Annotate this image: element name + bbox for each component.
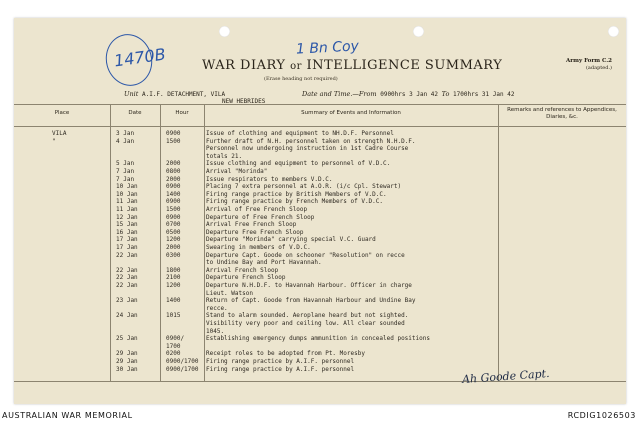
cell-summary: Departure "Morinda" carrying special V.C. Guard: [206, 236, 376, 244]
diary-table: [14, 104, 626, 382]
cell-summary: Placing 7 extra personnel at A.O.R. (i/c Cpl. Stewart): [206, 183, 402, 191]
cell-hour: 0300: [166, 251, 181, 259]
cell-date: 22 Jan: [116, 251, 138, 259]
cell-summary: Swearing in members of V.D.C.: [206, 244, 311, 251]
header-hour: Hour: [175, 110, 189, 116]
cell-summary: Issue of clothing and equipment to NH.D.F. Personnel: [206, 130, 394, 137]
cell-date: 23 Jan: [116, 297, 138, 305]
header-remarks: Remarks and references to Appendices, Diaries, &c.: [507, 107, 617, 120]
cell-hour: 1500: [166, 137, 181, 145]
header-place: Place: [54, 110, 70, 116]
cell-date: 11 Jan: [116, 198, 138, 206]
cell-hour: 0900: [166, 213, 181, 221]
cell-summary: 1045.: [206, 327, 225, 335]
cell-hour: 0500: [166, 228, 181, 236]
cell-hour: 1015: [166, 312, 181, 320]
cell-summary: Lieut. Watson: [206, 289, 253, 297]
cell-summary: Departure N.H.D.F. to Havannah Harbour. Officer in charge: [206, 282, 412, 289]
header-date: Date: [128, 110, 142, 116]
cell-hour: 1200: [166, 236, 181, 244]
cell-hour: 0900/1700: [166, 365, 199, 373]
cell-hour: 1400: [166, 190, 181, 198]
cell-date: 16 Jan: [116, 228, 138, 236]
cell-hour: 1500: [166, 206, 181, 213]
date-to: 1700hrs 31 Jan 42: [453, 91, 515, 98]
cell-summary: Departure Free French Sloop: [206, 228, 304, 236]
date-from: 0900hrs 3 Jan 42: [380, 91, 439, 98]
punch-hole: [608, 26, 619, 37]
cell-hour: 0900/: [166, 335, 185, 343]
diary-sheet: [14, 18, 626, 404]
cell-date: 10 Jan: [116, 190, 138, 198]
cell-date: 30 Jan: [116, 365, 138, 373]
cell-hour: 0900: [166, 183, 181, 191]
cell-hour: 2000: [166, 175, 181, 183]
cell-hour: 2000: [166, 244, 181, 251]
cell-summary: Firing range practice by French Members of V.D.C.: [206, 198, 384, 206]
cell-hour: 1400: [166, 297, 181, 305]
cell-date: 22 Jan: [116, 266, 138, 274]
footer-archive: AUSTRALIAN WAR MEMORIAL: [2, 411, 133, 420]
cell-date: 12 Jan: [116, 213, 138, 221]
cell-date: 10 Jan: [116, 183, 138, 191]
handwritten-ref: 1470B: [112, 44, 167, 71]
cell-summary: Arrival "Morinda": [206, 168, 268, 175]
cell-date: 25 Jan: [116, 335, 138, 343]
cell-hour: 2100: [166, 274, 181, 282]
cell-summary: Arrival Free French Sloop: [206, 221, 297, 229]
cell-summary: Receipt roles to be adopted from Pt. Moresby: [206, 350, 365, 358]
cell-hour: 0900: [166, 198, 181, 206]
punch-hole: [413, 26, 424, 37]
form-title: WAR DIARY or INTELLIGENCE SUMMARY: [202, 58, 503, 73]
cell-summary: Issue clothing and equipment to personnel of V.D.C.: [206, 160, 391, 168]
cell-date: 24 Jan: [116, 312, 138, 320]
cell-summary: Establishing emergency dumps ammunition in concealed positions: [206, 335, 430, 343]
unit-line: Unit A.I.F. DETACHMENT, VILA: [124, 90, 226, 98]
army-form-label: Army Form C.2 (adapted.): [565, 58, 612, 71]
cell-date: 17 Jan: [116, 244, 138, 251]
cell-date: 7 Jan: [116, 168, 135, 175]
cell-place: ": [52, 137, 56, 145]
cell-summary: Further draft of N.H. personnel taken on strength N.H.D.F.: [206, 137, 416, 145]
cell-date: 22 Jan: [116, 274, 138, 282]
cell-date: 5 Jan: [116, 160, 135, 168]
cell-summary: Departure of Free French Sloop: [206, 213, 315, 221]
cell-hour: 1200: [166, 282, 181, 289]
cell-date: 17 Jan: [116, 236, 138, 244]
cell-hour: 1800: [166, 266, 181, 274]
cell-date: 11 Jan: [116, 206, 138, 213]
cell-summary: Arrival French Sloop: [206, 266, 279, 274]
cell-hour: 0200: [166, 350, 181, 358]
cell-summary: Return of Capt. Goode from Havannah Harbour and Undine Bay: [206, 297, 416, 305]
cell-hour: 0700: [166, 221, 181, 229]
cell-summary: Arrival of Free French Sloop: [206, 206, 308, 213]
footer-id: RCDIG1026503: [567, 411, 636, 420]
handwritten-note: 1 Bn Coy: [295, 38, 360, 58]
cell-place: VILA: [52, 130, 67, 137]
signature: Ah Goode Capt.: [461, 366, 550, 387]
date-line: Date and Time.—From 0900hrs 3 Jan 42 To 1700hrs 31 Jan 42: [302, 90, 515, 98]
cell-hour: 1700: [166, 342, 181, 350]
cell-hour: 2000: [166, 160, 181, 168]
cell-hour: 0800: [166, 168, 181, 175]
punch-hole: [219, 26, 230, 37]
cell-summary: Firing range practice by A.I.F. personnel: [206, 365, 355, 373]
cell-summary: to Undine Bay and Port Havannah.: [206, 259, 322, 267]
unit-value: A.I.F. DETACHMENT, VILA: [141, 91, 226, 98]
header-summary: Summary of Events and Information: [301, 110, 401, 116]
cell-date: 7 Jan: [116, 175, 135, 183]
cell-summary: recce.: [206, 304, 228, 312]
cell-hour: 0900: [166, 130, 181, 137]
cell-date: 22 Jan: [116, 282, 138, 289]
cell-date: 29 Jan: [116, 358, 138, 365]
cell-summary: Firing range practice by A.I.F. personnel: [206, 358, 355, 365]
unit-value-2: NEW HEBRIDES: [222, 98, 266, 105]
cell-date: 4 Jan: [116, 137, 135, 145]
cell-summary: Departure French Sloop: [206, 274, 286, 282]
cell-summary: Visibility very poor and ceiling low. All clear sounded: [206, 320, 405, 327]
cell-summary: Firing range practice by British Members of V.D.C.: [206, 190, 387, 198]
cell-summary: Personnel now undergoing instruction in 1st Cadre Course: [206, 145, 409, 153]
cell-summary: totals 21.: [206, 152, 243, 160]
cell-summary: Departure Capt. Goode on schooner "Resolution" on recce: [206, 251, 405, 259]
cell-summary: Stand to alarm sounded. Aeroplane heard but not sighted.: [206, 312, 409, 320]
form-subtitle: (Erase heading not required): [264, 76, 338, 82]
cell-hour: 0900/1700: [166, 358, 199, 365]
cell-summary: Issue respirators to members V.D.C.: [206, 175, 333, 183]
cell-date: 3 Jan: [116, 130, 135, 137]
cell-date: 29 Jan: [116, 350, 138, 358]
cell-date: 15 Jan: [116, 221, 138, 229]
